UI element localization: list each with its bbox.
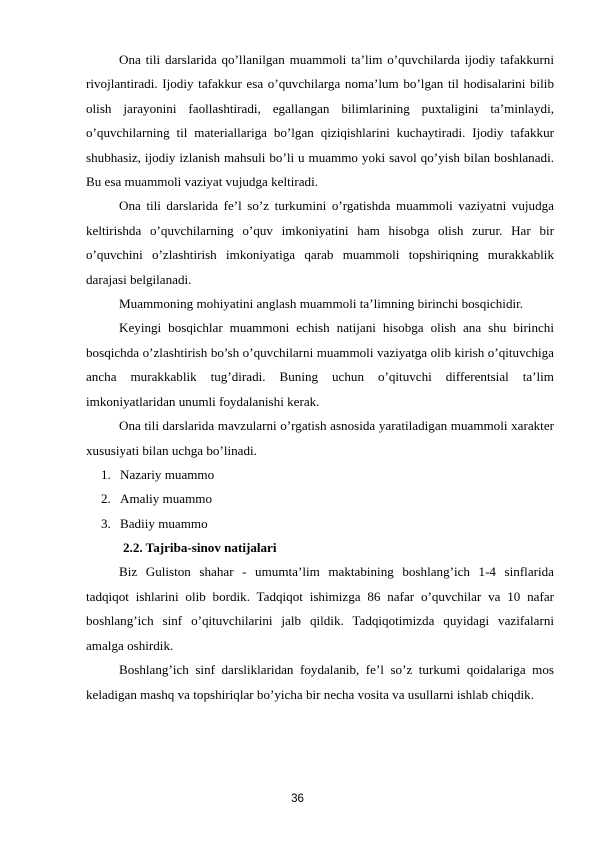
list-item-text: Badiiy muammo bbox=[120, 515, 208, 531]
paragraph: Ona tili darslarida fe’l so’z turkumini o’rgatishda muammoli vaziyatni vujudga keltirishda o’quvchilarning o’quv imkoniyatini ham hisobga olish zurur. Har bir o’quvchini o’zlashtirish imkoniyatiga qarab muammoli topshiriqning murakkablik darajasi belgilanadi. bbox=[86, 198, 554, 287]
paragraph: Biz Guliston shahar - umumta’lim maktabining boshlang’ich 1-4 sinflarida tadqiqot ishlarini olib bordik. Tadqiqot ishimizga 86 nafar o’quvchilar va 10 nafar boshlang’ich sinf o’qituvchilarini jalb qildik. Tadqiqotimizda quyidagi vazifalarni amalga oshirdik. bbox=[86, 564, 554, 653]
section-heading: 2.2. Tajriba-sinov natijalari bbox=[123, 540, 277, 556]
paragraph: Boshlang’ich sinf darsliklaridan foydalanib, fe’l so’z turkumi qoidalariga mos keladigan mashq va topshiriqlar bo’yicha bir necha vosita va usullarni ishlab chiqdik. bbox=[86, 662, 554, 702]
paragraph: Keyingi bosqichlar muammoni echish natijani hisobga olish ana shu birinchi bosqichda o’zlashtirish bo’sh o’quvchilarni muammoli vaziyatga olib kirish o’qituvchiga ancha murakkablik tug’diradi. Buning uchun o’qituvchi differentsial ta’lim imkoniyatlaridan unumli foydalanishi kerak. bbox=[86, 320, 554, 409]
page-body bbox=[86, 48, 554, 707]
problem-types-list bbox=[86, 463, 554, 536]
list-item-number: 2. bbox=[101, 491, 111, 507]
page-number: 36 bbox=[291, 793, 304, 805]
list-item bbox=[86, 463, 554, 487]
list-item bbox=[86, 512, 554, 536]
paragraph: Ona tili darslarida mavzularni o’rgatish asnosida yaratiladigan muammoli xarakter xususiyati bilan uchga bo’linadi. bbox=[86, 418, 554, 458]
paragraph: Ona tili darslarida qo’llanilgan muammoli ta’lim o’quvchilarda ijodiy tafakkurni rivojlantiradi. Ijodiy tafakkur esa o’quvchilarga noma’lum bo’lgan til hodisalarini bilib olish jarayonini faollashtiradi, egallangan bilimlarining puxtaligini ta’minlaydi, o’quvchilarning til materiallariga bo’lgan qiziqishlarini kuchaytiradi. Ijodiy tafakkur shubhasiz, ijodiy izlanish mahsuli bo’li u muammo yoki savol qo’yish bilan boshlanadi. Bu esa muammoli vaziyat vujudga keltiradi. bbox=[86, 52, 554, 190]
list-item-number: 3. bbox=[101, 515, 111, 531]
list-item-number: 1. bbox=[101, 466, 111, 482]
list-item-text: Nazariy muammo bbox=[120, 466, 215, 482]
list-item-text: Amaliy muammo bbox=[120, 491, 213, 507]
paragraph: Muammoning mohiyatini anglash muammoli ta’limning birinchi bosqichidir. bbox=[119, 296, 524, 312]
list-item bbox=[86, 487, 554, 511]
